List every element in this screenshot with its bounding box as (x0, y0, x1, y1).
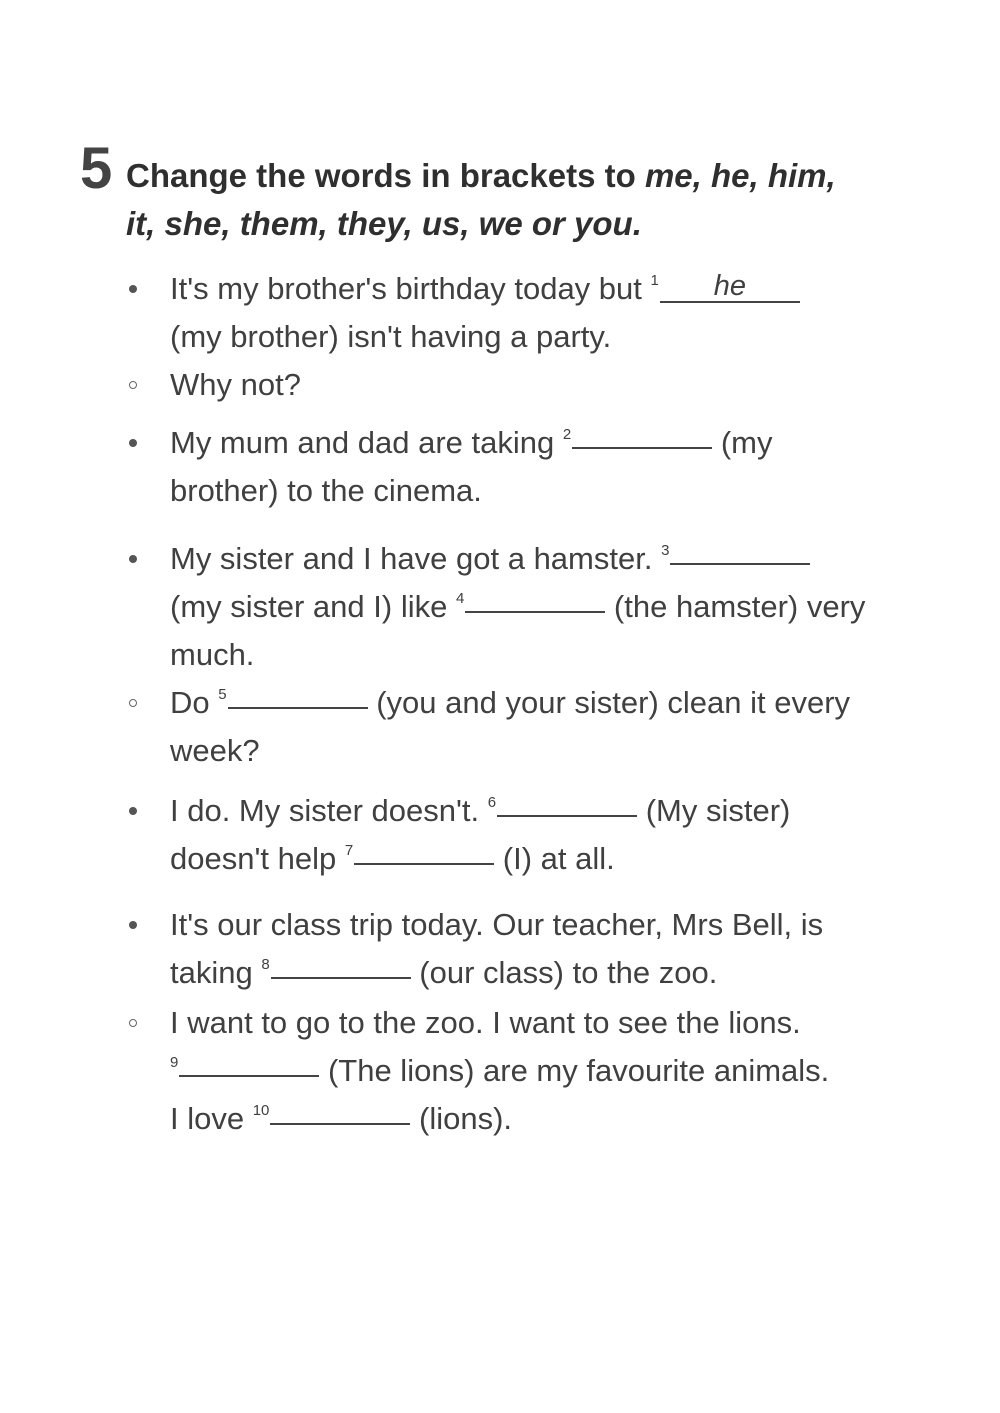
gap-number: 4 (455, 590, 465, 607)
answer-blank-9[interactable] (179, 1045, 319, 1077)
text-line (170, 584, 865, 630)
line-text: Why not? (170, 367, 301, 402)
line-text-after: (The lions) are my favourite animals. (319, 1053, 830, 1088)
line-text-after: (the hamster) very (605, 589, 866, 624)
gap-number: 8 (261, 956, 270, 973)
instruction-words: me, he, him, (644, 157, 836, 194)
text-line (170, 266, 800, 312)
text-line (170, 950, 717, 996)
line-text: (my brother) isn't having a party. (170, 319, 612, 354)
line-text-before: I love (170, 1101, 253, 1136)
answer-blank-6[interactable] (497, 785, 637, 817)
instruction-words-2: it, she, them, they, us, we or you. (126, 205, 642, 242)
answer-blank-7[interactable] (354, 833, 494, 865)
answer-blank-3[interactable] (670, 533, 810, 565)
line-text-after: (I) at all. (494, 841, 615, 876)
speaker-b-bullet (126, 696, 140, 710)
line-text: I want to go to the zoo. I want to see the lions. (170, 1005, 801, 1040)
answer-blank-2[interactable] (572, 417, 712, 449)
speaker-b-bullet (126, 378, 140, 392)
text-line (170, 728, 260, 774)
speaker-a-bullet (126, 552, 140, 566)
gap-number: 2 (562, 426, 572, 443)
line-text-before: I do. My sister doesn't. (170, 793, 488, 828)
line-text: It's our class trip today. Our teacher, Mrs Bell, is (170, 907, 824, 942)
speaker-a-bullet (126, 436, 140, 450)
line-text-before: Do (170, 685, 219, 720)
line-text-before: My mum and dad are taking (170, 425, 563, 460)
answer-blank-1[interactable]: he (660, 271, 800, 303)
line-text-before: doesn't help (170, 841, 345, 876)
answer-blank-4[interactable] (465, 581, 605, 613)
answer-blank-10[interactable] (270, 1093, 410, 1125)
speaker-b-bullet (126, 1016, 140, 1030)
text-line (170, 1048, 829, 1094)
answer-blank-5[interactable] (228, 677, 368, 709)
line-text-before: taking (170, 955, 262, 990)
line-text-before: (my sister and I) like (170, 589, 456, 624)
gap-number: 5 (218, 686, 227, 703)
text-line (170, 420, 772, 466)
speaker-a-bullet (126, 918, 140, 932)
text-line (170, 632, 254, 678)
text-line (170, 836, 615, 882)
line-text-after: (lions). (410, 1101, 513, 1136)
speaker-a-bullet (126, 804, 140, 818)
gap-number: 7 (344, 842, 354, 859)
text-line (170, 314, 611, 360)
answer-blank-8[interactable] (271, 947, 411, 979)
speaker-a-bullet (126, 282, 140, 296)
text-line (170, 362, 301, 408)
text-line (170, 1000, 801, 1046)
line-text-after: (My sister) (637, 793, 791, 828)
line-text-before: It's my brother's birthday today but (170, 271, 651, 306)
text-line (170, 468, 482, 514)
line-text: brother) to the cinema. (170, 473, 482, 508)
gap-number: 6 (487, 794, 497, 811)
text-line (170, 788, 790, 834)
gap-number: 9 (170, 1054, 179, 1071)
line-text: much. (170, 637, 255, 672)
line-text-after: (our class) to the zoo. (410, 955, 718, 990)
text-line (170, 680, 850, 726)
line-text-before: My sister and I have got a hamster. (170, 541, 662, 576)
text-line (170, 1096, 512, 1142)
line-text-after: (you and your sister) clean it every (367, 685, 851, 720)
text-line (170, 902, 823, 948)
line-text: week? (170, 733, 260, 768)
gap-number: 10 (252, 1102, 270, 1119)
text-line (170, 536, 810, 582)
instruction-prefix: Change the words in brackets to (126, 157, 645, 194)
gap-number: 1 (650, 272, 659, 289)
exercise-number: 5 (80, 136, 113, 201)
line-text-after: (my (712, 425, 773, 460)
gap-number: 3 (661, 542, 670, 559)
